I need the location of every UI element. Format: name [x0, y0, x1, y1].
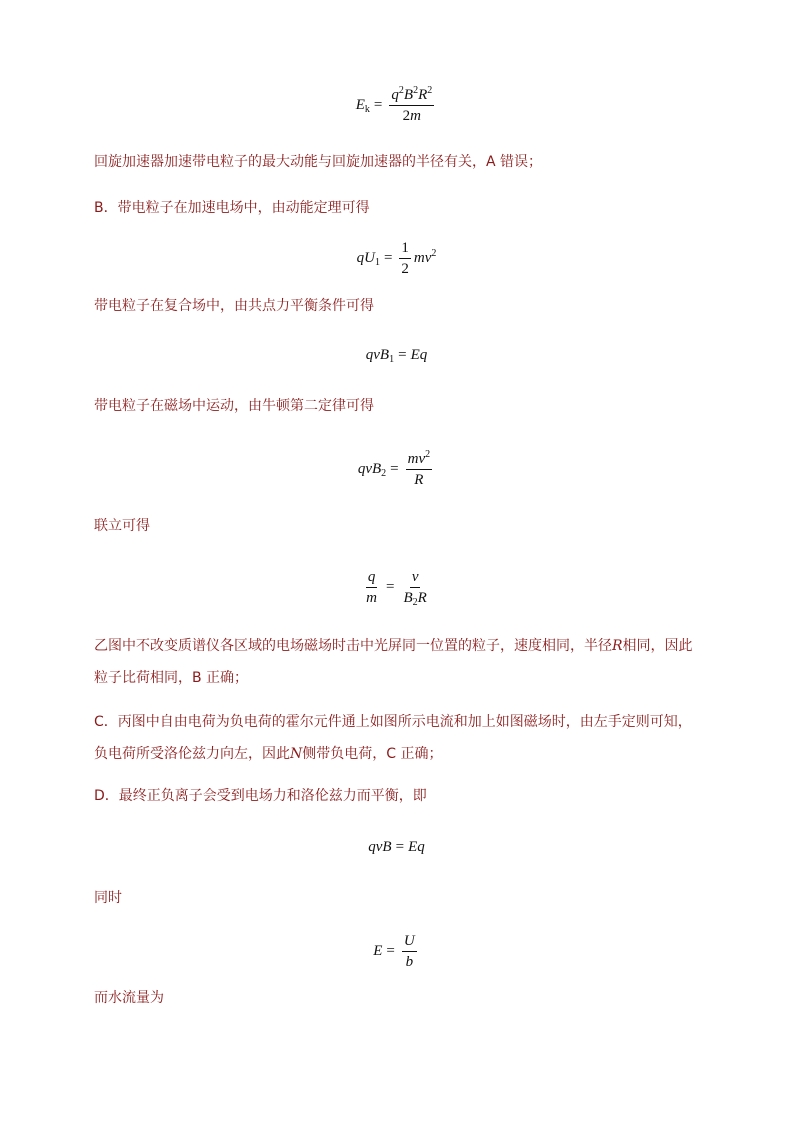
equation-charge-mass-ratio: $\frac{q}{m}$ = $\frac{v}{B_2R}$	[366, 568, 427, 608]
paragraph-equilibrium: 带电粒子在复合场中，由共点力平衡条件可得	[94, 298, 374, 314]
paragraph-newton: 带电粒子在磁场中运动，由牛顿第二定律可得	[94, 398, 374, 414]
paragraph-option-b: B．带电粒子在加速电场中，由动能定理可得	[94, 200, 370, 216]
equation-hall-balance: qvB = Eq	[368, 838, 425, 855]
paragraph-combine: 联立可得	[94, 518, 150, 534]
paragraph-mass-spectrometer	[94, 630, 704, 694]
text-span: C．丙图中自由电荷为负电荷的霍尔元件通上如图所示电流和加上如图磁场时，由左手定则可知，负电荷所受洛伦兹力向左，因此	[94, 714, 692, 762]
text-span: 相同，因此粒子比荷相同，B 正确；	[94, 638, 693, 686]
paragraph-option-d: D．最终正负离子会受到电场力和洛伦兹力而平衡，即	[94, 788, 427, 804]
paragraph-flow-rate: 而水流量为	[94, 990, 164, 1006]
text-span: 乙图中不改变质谱仪各区域的电场磁场时击中光屏同一位置的粒子，速度相同，半径	[94, 638, 612, 654]
equation-field-strength: E = $\frac{U}{b}$	[373, 932, 415, 970]
equation-kinetic-energy: $E_k$ = $\frac{q^2B^2R^2}{2m}$	[355, 84, 433, 124]
equation-centripetal: qvB$_2$ = $\frac{mv^2}{R}$	[357, 448, 431, 488]
text-span: 侧带负电荷，C 正确；	[302, 746, 443, 762]
paragraph-conclusion-a: 回旋加速器加速带电粒子的最大动能与回旋加速器的半径有关，A 错误；	[94, 154, 543, 170]
paragraph-simultaneously: 同时	[94, 890, 122, 906]
equation-work-energy: $qU_1$ = $\frac{1}{2}$ $mv^2$	[356, 239, 437, 277]
paragraph-option-c	[94, 706, 704, 770]
variable-r: R	[612, 638, 623, 654]
variable-n: N	[290, 746, 303, 762]
equation-force-balance: qvB$_1$ = Eq	[365, 346, 428, 365]
